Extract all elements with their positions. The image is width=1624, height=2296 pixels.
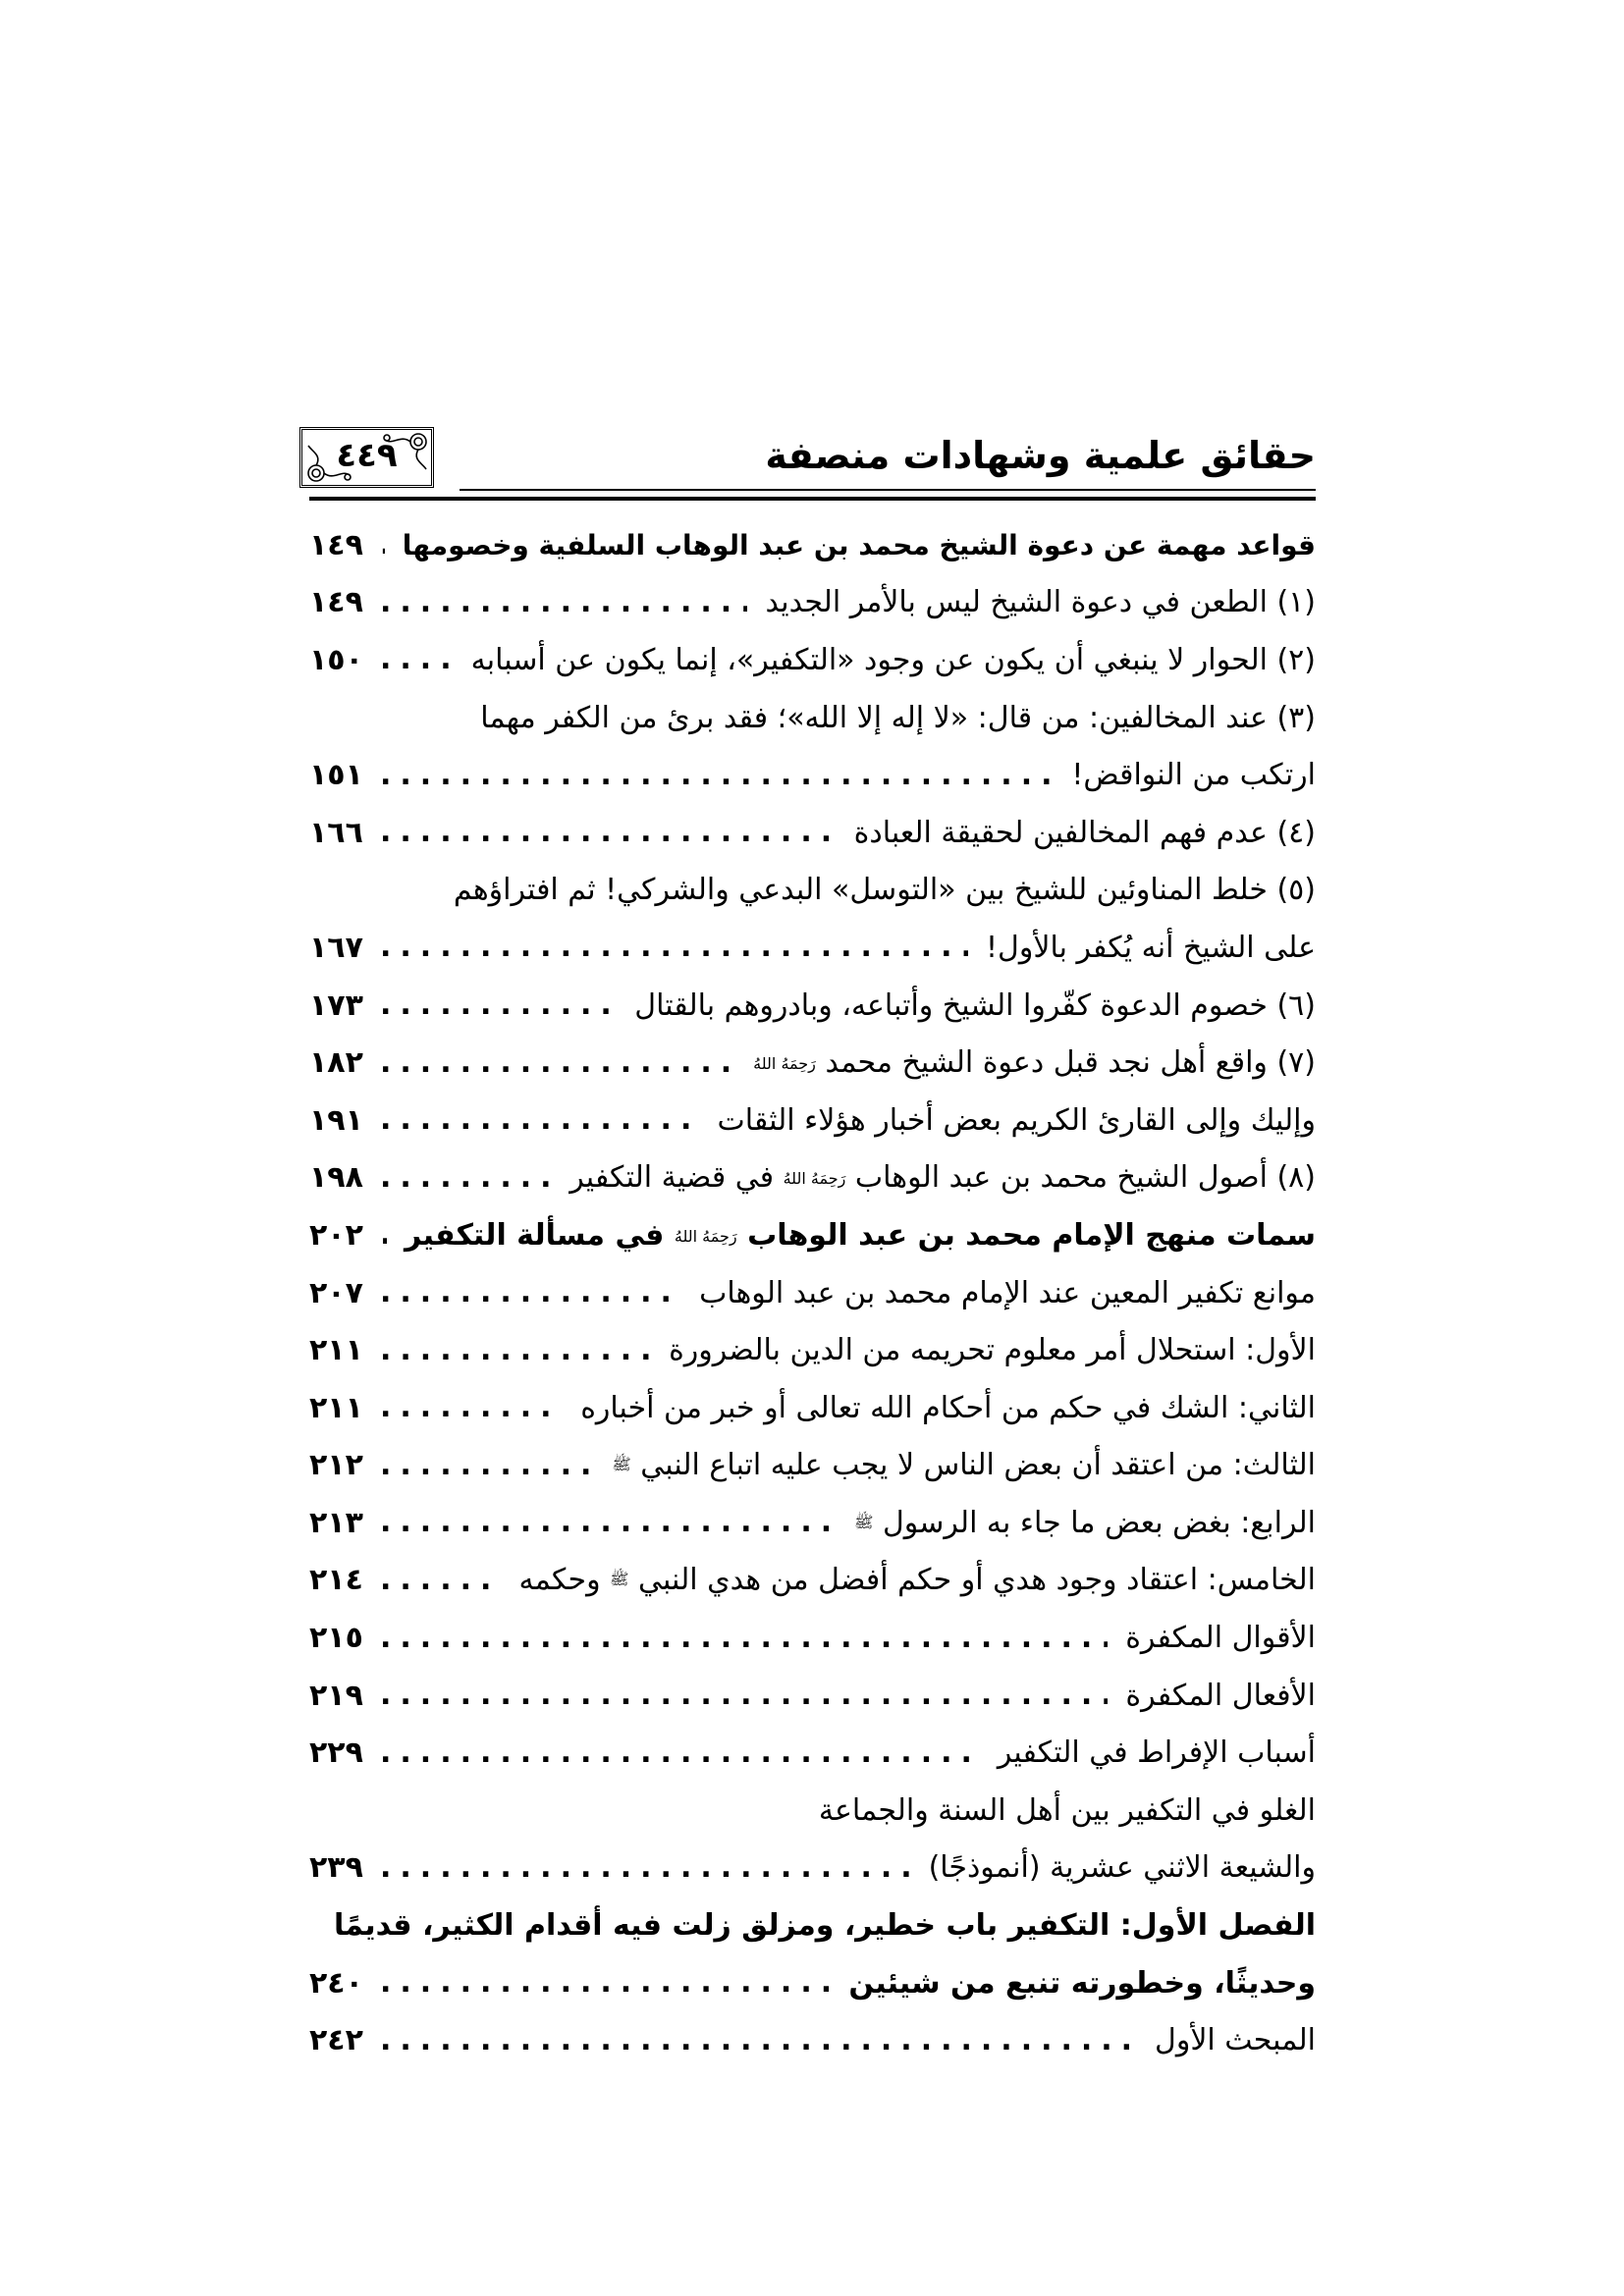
toc-page-number: ١٤٩ (309, 585, 363, 620)
toc-entry-text: وإليك وإلى القارئ الكريم بعض أخبار هؤلاء الثقات (717, 1102, 1316, 1138)
toc-entry-text: قواعد مهمة عن دعوة الشيخ محمد بن عبد الوهاب السلفية وخصومها (402, 528, 1316, 561)
dot-leader (380, 1679, 1108, 1712)
toc-page-number: ٢١٥ (309, 1621, 363, 1656)
running-header-title: حقائق علمية وشهادات منصفة (765, 434, 1316, 477)
toc-page-number: ١٩١ (309, 1102, 363, 1138)
toc-entry[interactable] (309, 746, 1316, 804)
dot-leader (380, 1218, 387, 1252)
toc-entry-text: المبحث الأول (1155, 2023, 1316, 2058)
toc-page-number: ١٥١ (309, 758, 363, 793)
toc-page-number: ١٨٢ (309, 1045, 363, 1081)
toc-page-number: ١٦٧ (309, 930, 363, 965)
toc-entry[interactable] (309, 1896, 1316, 1954)
toc-entry-title (519, 1563, 1316, 1597)
toc-entry-title (1125, 1679, 1316, 1713)
dot-leader (380, 1736, 980, 1770)
toc-page-number: ١٧٣ (309, 988, 363, 1023)
toc-page-number: ٢٤٢ (309, 2023, 363, 2058)
toc-entry[interactable] (309, 1264, 1316, 1322)
dot-leader (380, 1506, 837, 1539)
dot-leader (380, 1103, 700, 1137)
rahimahullah-ligature-icon: رَحِمَهُ اللهُ (753, 1054, 816, 1074)
toc-entry-text: (٢) الحوار لا ينبغي أن يكون عن وجود «التكفير»، إنما يكون عن أسبابه (470, 642, 1316, 677)
toc-page-number: ٢٤٠ (309, 1965, 363, 2001)
toc-entry-text: على الشيخ أنه يُكفر بالأول! (986, 930, 1316, 965)
rahimahullah-ligature-icon: رَحِمَهُ اللهُ (674, 1226, 737, 1246)
toc-page-number: ١٥٠ (309, 642, 363, 677)
toc-entry-title (403, 529, 1316, 561)
toc-entry[interactable] (309, 804, 1316, 862)
toc-entry-title (1071, 758, 1316, 792)
toc-entry-text: الأقوال المكفرة (1125, 1621, 1316, 1656)
toc-entry-title (848, 1966, 1316, 2001)
page-number-frame (299, 427, 434, 488)
toc-entry-text: وحديثًا، وخطورته تنبع من شيئين (848, 1965, 1316, 2001)
toc-entry-text: الأول: استحلال أمر معلوم تحريمه من الدين بالضرورة (669, 1333, 1316, 1368)
toc-entry-title (718, 1103, 1316, 1138)
toc-entry-text: (٦) خصوم الدعوة كفّروا الشيخ وأتباعه، وبادروهم بالقتال (634, 988, 1316, 1023)
dot-leader (380, 988, 617, 1022)
toc-entry-text-cont: وحكمه (518, 1563, 601, 1598)
toc-entry-text: (٨) أصول الشيخ محمد بن عبد الوهاب (854, 1160, 1316, 1196)
toc-entry[interactable] (309, 1034, 1316, 1092)
dot-leader (380, 1966, 831, 2000)
toc-entry[interactable] (309, 1782, 1316, 1840)
toc-entry-text: الثالث: من اعتقد أن بعض الناس لا يجب عليه اتباع النبي (640, 1448, 1316, 1483)
table-of-contents (309, 516, 1316, 2069)
toc-entry-text: الخامس: اعتقاد وجود هدي أو حكم أفضل من هدي النبي (638, 1563, 1316, 1598)
toc-entry-text-cont: في مسألة التكفير (404, 1217, 665, 1253)
dot-leader (380, 643, 454, 676)
dot-leader (380, 586, 747, 619)
dot-leader (380, 1334, 651, 1367)
toc-page-number: ٢٢٩ (309, 1735, 363, 1771)
toc-entry[interactable] (309, 631, 1316, 689)
toc-entry-text: موانع تكفير المعين عند الإمام محمد بن عبد الوهاب (699, 1275, 1316, 1310)
toc-entry-title (1155, 2023, 1316, 2057)
toc-entry-title (634, 988, 1316, 1023)
dot-leader (380, 1391, 563, 1424)
dot-leader (380, 1161, 552, 1195)
toc-entry-title (612, 1448, 1316, 1482)
toc-page-number: ٢١١ (309, 1333, 363, 1368)
toc-entry-text: (٣) عند المخالفين: من قال: «لا إله إلا الله»؛ فقد برئ من الكفر مهما (480, 700, 1316, 735)
toc-entry-text: الفصل الأول: التكفير باب خطير، ومزلق زلت فيه أقدام الكثير، قديمًا (333, 1908, 1316, 1944)
toc-page-number: ٢١٣ (309, 1505, 363, 1540)
toc-page-number: ٢١٢ (309, 1448, 363, 1483)
toc-entry[interactable] (309, 1379, 1316, 1437)
toc-page-number: ١٦٦ (309, 815, 363, 850)
toc-entry-text: أسباب الإفراط في التكفير (997, 1735, 1316, 1771)
toc-entry-title (309, 873, 1316, 907)
dot-leader (380, 1622, 1108, 1655)
salawat-ligature-icon: ﷺ (854, 1512, 874, 1531)
toc-entry[interactable] (309, 1954, 1316, 2012)
toc-entry-title (854, 816, 1316, 850)
toc-entry[interactable] (309, 1609, 1316, 1667)
toc-entry-text: سمات منهج الإمام محمد بن عبد الوهاب (747, 1217, 1316, 1253)
salawat-ligature-icon: ﷺ (610, 1570, 629, 1589)
toc-entry-text: الأفعال المكفرة (1125, 1678, 1316, 1713)
header-rule-thick (309, 497, 1316, 501)
page-number: ٤٤٩ (336, 436, 398, 475)
toc-entry[interactable] (309, 2011, 1316, 2069)
toc-entry[interactable] (309, 862, 1316, 920)
toc-entry[interactable] (309, 919, 1316, 977)
toc-page-number: ٢١٤ (309, 1563, 363, 1598)
toc-entry-text: والشيعة الاثني عشرية (أنموذجًا) (928, 1850, 1316, 1886)
toc-entry-title (1125, 1621, 1316, 1655)
dot-leader (380, 528, 385, 561)
dot-leader (380, 2024, 1137, 2057)
toc-entry-title (753, 1045, 1316, 1080)
toc-entry[interactable] (309, 1092, 1316, 1149)
toc-entry[interactable] (309, 1552, 1316, 1610)
toc-page-number: ١٩٨ (309, 1160, 363, 1196)
toc-entry-text: الغلو في التكفير بين أهل السنة والجماعة (818, 1792, 1316, 1828)
toc-entry-text: (٤) عدم فهم المخالفين لحقيقة العبادة (853, 815, 1316, 850)
salawat-ligature-icon: ﷺ (612, 1455, 631, 1474)
toc-entry[interactable] (309, 1321, 1316, 1379)
toc-page-number: ٢٠٧ (309, 1275, 363, 1310)
toc-page-number: ٢١١ (309, 1390, 363, 1425)
toc-entry-title (929, 1850, 1316, 1885)
dot-leader (380, 759, 1054, 792)
toc-entry[interactable] (309, 689, 1316, 747)
toc-entry[interactable] (309, 574, 1316, 632)
toc-entry[interactable] (309, 1667, 1316, 1725)
dot-leader (380, 1851, 911, 1885)
toc-page-number: ٢٣٩ (309, 1850, 363, 1886)
toc-entry-title (309, 1908, 1316, 1943)
toc-entry[interactable] (309, 1206, 1316, 1264)
toc-entry[interactable] (309, 1149, 1316, 1207)
toc-entry[interactable] (309, 1840, 1316, 1897)
dot-leader (380, 1449, 594, 1482)
toc-entry-title (471, 643, 1316, 677)
toc-entry-title (854, 1506, 1316, 1540)
toc-entry-title (765, 585, 1316, 619)
dot-leader (380, 816, 837, 849)
toc-entry-title (699, 1276, 1316, 1310)
dot-leader (380, 1276, 681, 1309)
toc-page-number: ٢٠٢ (309, 1217, 363, 1253)
toc-entry-text: (٥) خلط المناوئين للشيخ بين «التوسل» البدعي والشركي! ثم افتراؤهم (453, 873, 1316, 908)
header-rule-thin (460, 489, 1316, 491)
toc-page-number: ١٤٩ (309, 527, 363, 562)
toc-entry-title (580, 1391, 1316, 1425)
toc-entry[interactable] (309, 977, 1316, 1035)
rahimahullah-ligature-icon: رَحِمَهُ اللهُ (783, 1169, 846, 1189)
toc-entry[interactable] (309, 1494, 1316, 1552)
dot-leader (380, 1564, 502, 1597)
toc-entry-text: الرابع: بغض بعض ما جاء به الرسول (882, 1505, 1316, 1540)
dot-leader (380, 1046, 735, 1080)
dot-leader (380, 931, 968, 964)
toc-entry-title (986, 931, 1316, 965)
toc-entry-title (309, 1793, 1316, 1828)
toc-entry[interactable] (309, 1724, 1316, 1782)
toc-entry-title (309, 701, 1316, 735)
toc-page-number: ٢١٩ (309, 1678, 363, 1713)
toc-entry-text: الثاني: الشك في حكم من أحكام الله تعالى أو خبر من أخباره (580, 1390, 1316, 1425)
toc-entry-title (405, 1218, 1316, 1253)
toc-entry-title (669, 1333, 1316, 1367)
toc-entry-title (569, 1160, 1316, 1195)
toc-entry[interactable] (309, 516, 1316, 574)
toc-entry-text: (٧) واقع أهل نجد قبل دعوة الشيخ محمد (825, 1045, 1316, 1081)
toc-entry-title (998, 1735, 1316, 1770)
toc-entry-text: ارتكب من النواقض! (1071, 758, 1316, 793)
toc-entry-text-cont: في قضية التكفير (569, 1160, 775, 1196)
toc-entry[interactable] (309, 1437, 1316, 1495)
toc-entry-text: (١) الطعن في دعوة الشيخ ليس بالأمر الجديد (765, 585, 1316, 620)
